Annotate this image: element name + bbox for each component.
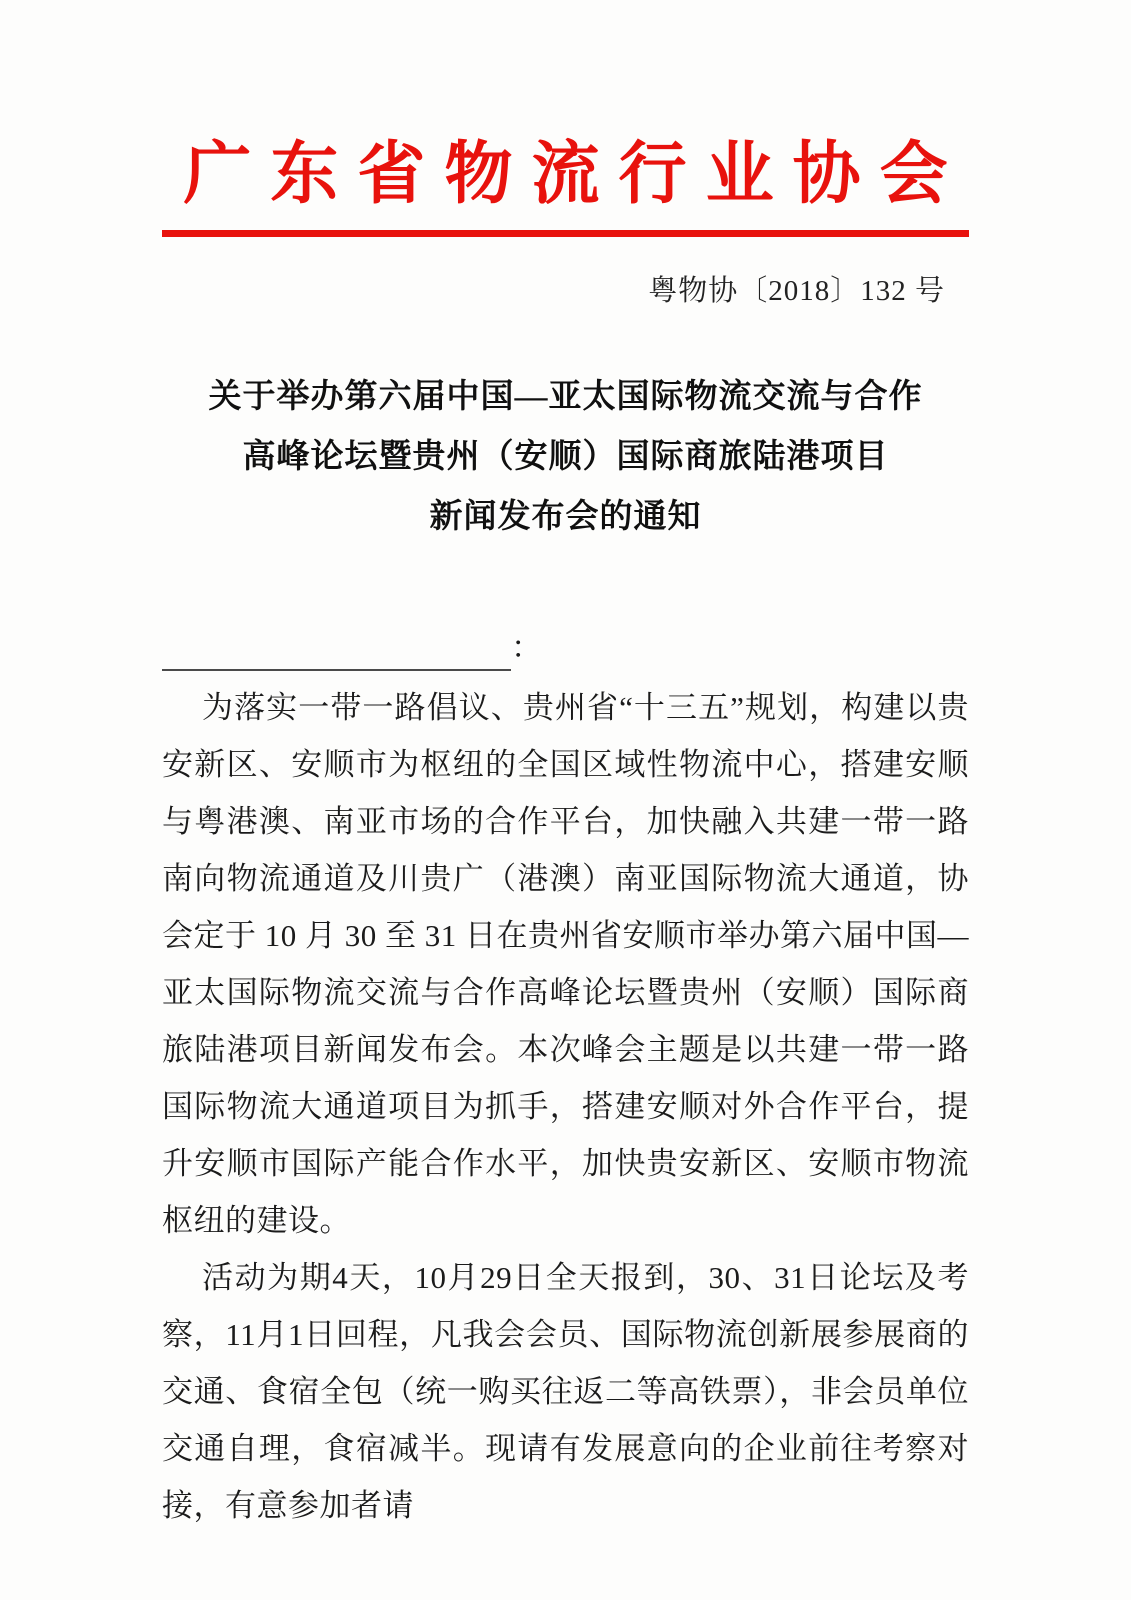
doc-number: 粤物协〔2018〕132 号 <box>648 275 945 307</box>
body-paragraph-1: 为落实一带一路倡议、贵州省“十三五”规划，构建以贵安新区、安顺市为枢纽的全国区域性物流中心，搭建安顺与粤港澳、南亚市场的合作平台，加快融入共建一带一路南向物流通道及川贵广（港澳）南亚国际物流大通道，协会定于 10 月 30 至 31 日在贵州省安顺市举办第六届中国—亚太国际物流交流与合作高峰论坛暨贵州（安顺）国际商旅陆港项目新闻发布会。本次峰会主题是以共建一带一路国际物流大通道项目为抓手，搭建安顺对外合作平台，提升安顺市国际产能合作水平，加快贵安新区、安顺市物流枢纽的建设。 <box>162 690 969 1238</box>
letterhead-double-rule <box>162 230 969 237</box>
document-body <box>162 679 969 1534</box>
letterhead <box>162 122 969 237</box>
salutation-line <box>162 625 969 671</box>
recipient-blank-underline <box>162 631 511 671</box>
org-name-header: 广东省物流行业协会 <box>183 136 967 212</box>
doc-title-line-2: 高峰论坛暨贵州（安顺）国际商旅陆港项目 <box>242 439 889 475</box>
salutation-colon: ： <box>511 630 542 665</box>
body-paragraph-2: 活动为期4天，10月29日全天报到，30、31日论坛及考察，11月1日回程，凡我会会员、国际物流创新展参展商的交通、食宿全包（统一购买往返二等高铁票），非会员单位交通自理，食宿减半。现请有发展意向的企业前往考察对接，有意参加者请 <box>162 1260 969 1523</box>
doc-title-line-1: 关于举办第六届中国—亚太国际物流交流与合作 <box>208 379 923 415</box>
doc-title <box>162 367 969 547</box>
doc-title-line-3: 新闻发布会的通知 <box>429 499 702 535</box>
